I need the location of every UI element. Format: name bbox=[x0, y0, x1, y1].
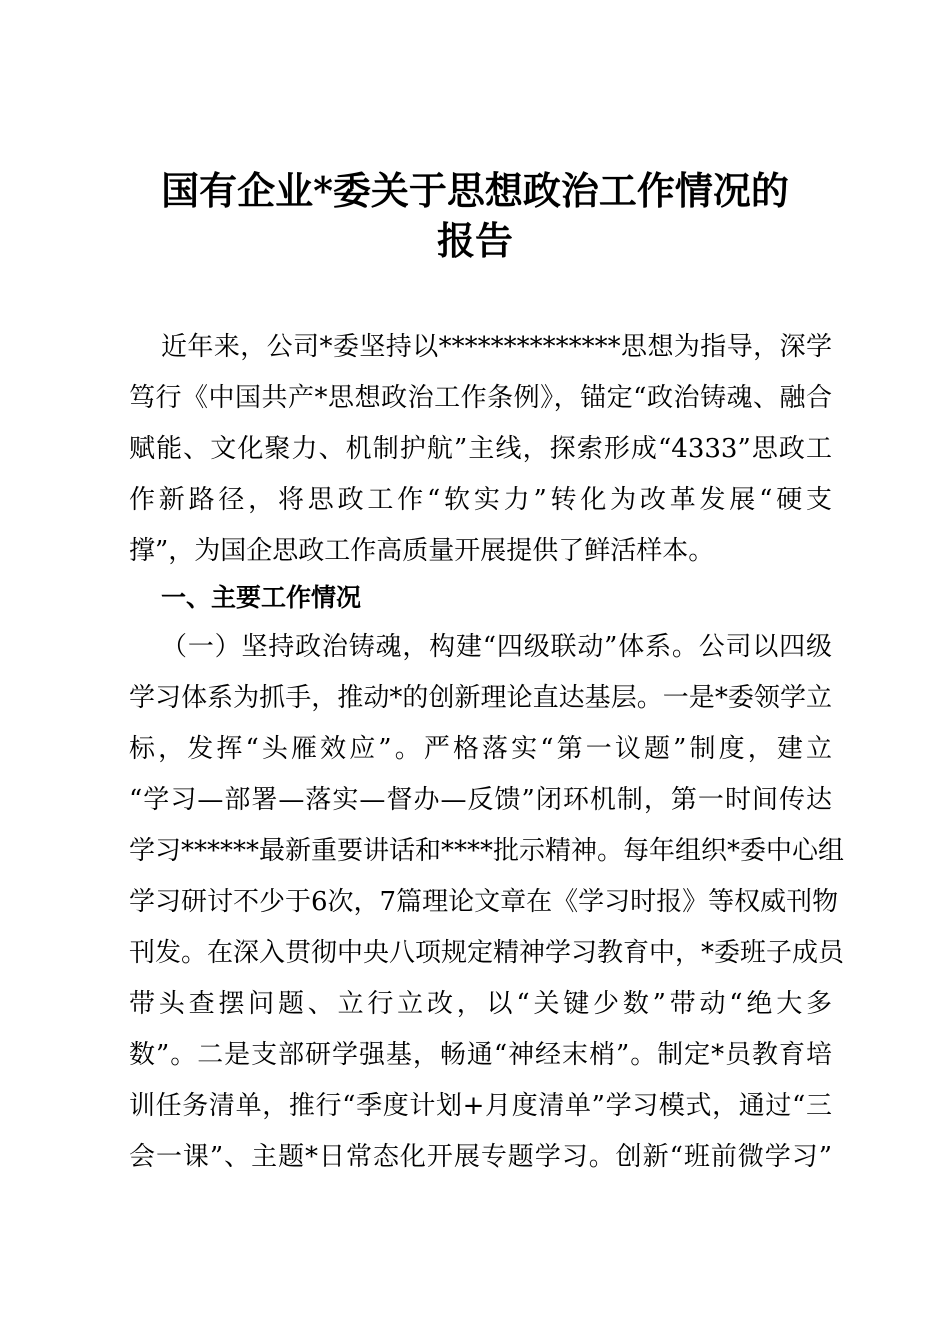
paragraph-line: 数”。二是支部研学强基，畅通“神经末梢”。制定*员教育培 bbox=[129, 1040, 832, 1070]
paragraph-line: 作新路径，将思政工作“软实力”转化为改革发展“硬支 bbox=[129, 485, 832, 515]
paragraph-line: 学习******最新重要讲话和****批示精神。每年组织*委中心组 bbox=[129, 836, 845, 866]
paragraph-line: 会一课”、主题*日常态化开展专题学习。创新“班前微学习” bbox=[129, 1142, 832, 1172]
section-heading: 一、主要工作情况 bbox=[161, 583, 362, 612]
paragraph-line: 笃行《中国共产*思想政治工作条例》，锚定“政治铸魂、融合 bbox=[129, 383, 832, 413]
section-paragraph bbox=[129, 622, 845, 1183]
paragraph-line: （一）坚持政治铸魂，构建“四级联动”体系。公司以四级 bbox=[161, 632, 832, 662]
paragraph-line: 带头查摆问题、立行立改，以“关键少数”带动“绝大多 bbox=[129, 989, 832, 1019]
document-title-line-1: 国有企业*委关于思想政治工作情况的 bbox=[161, 168, 789, 213]
paragraph-line: 赋能、文化聚力、机制护航”主线，探索形成“4333”思政工 bbox=[129, 434, 832, 464]
paragraph-line: 学习体系为抓手，推动*的创新理论直达基层。一是*委领学立 bbox=[129, 683, 832, 713]
paragraph-line: 撑”，为国企思政工作高质量开展提供了鲜活样本。 bbox=[129, 536, 715, 566]
paragraph-line: 学习研讨不少于6次，7篇理论文章在《学习时报》等权威刊物 bbox=[129, 887, 839, 917]
paragraph-line: “学习—部署—落实—督办—反馈”闭环机制，第一时间传达 bbox=[129, 785, 832, 815]
document-title-line-2: 报告 bbox=[436, 218, 513, 263]
paragraph-line: 标，发挥“头雁效应”。严格落实“第一议题”制度，建立 bbox=[129, 734, 832, 764]
paragraph-line: 刊发。在深入贯彻中央八项规定精神学习教育中，*委班子成员 bbox=[129, 938, 845, 968]
paragraph-line: 训任务清单，推行“季度计划+月度清单”学习模式，通过“三 bbox=[129, 1091, 832, 1121]
paragraph-line: 近年来，公司*委坚持以**************思想为指导，深学 bbox=[161, 332, 832, 362]
intro-paragraph bbox=[129, 322, 832, 577]
